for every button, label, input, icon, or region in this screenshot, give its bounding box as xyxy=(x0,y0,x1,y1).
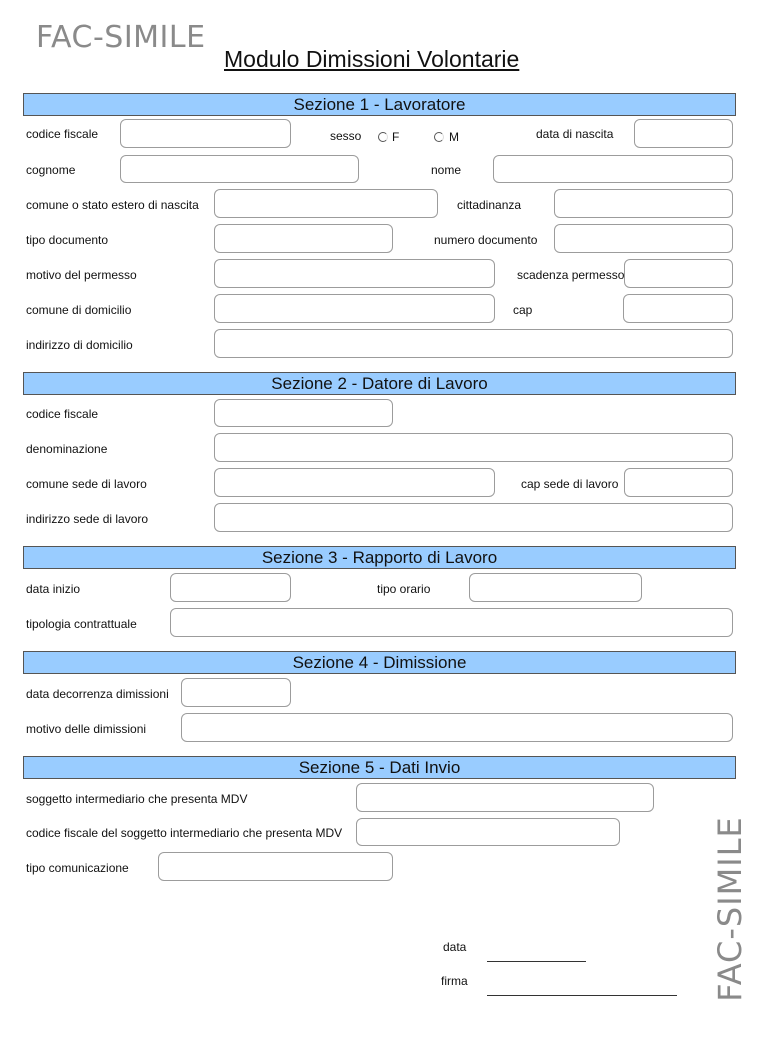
nome-field[interactable] xyxy=(493,155,733,183)
scadenza-permesso-field[interactable] xyxy=(624,259,733,288)
indirizzo-domicilio-field[interactable] xyxy=(214,329,733,358)
label-cap: cap xyxy=(513,303,533,317)
tipo-comunicazione-field[interactable] xyxy=(158,852,393,881)
label-firma: firma xyxy=(441,974,468,988)
label-denominazione: denominazione xyxy=(26,442,108,456)
label-scadenza-permesso: scadenza permesso xyxy=(517,268,625,282)
label-sesso-m: M xyxy=(449,130,459,144)
radio-sesso-m[interactable] xyxy=(434,132,444,142)
denominazione-field[interactable] xyxy=(214,433,733,462)
label-cittadinanza: cittadinanza xyxy=(457,198,522,212)
label-indirizzo-sede: indirizzo sede di lavoro xyxy=(26,512,149,526)
soggetto-intermediario-field[interactable] xyxy=(356,783,654,812)
section-header-invio: Sezione 5 - Dati Invio xyxy=(23,756,736,779)
section-header-dimissione: Sezione 4 - Dimissione xyxy=(23,651,736,674)
codice-fiscale-datore-field[interactable] xyxy=(214,399,393,427)
label-nome: nome xyxy=(431,163,462,177)
cognome-field[interactable] xyxy=(120,155,359,183)
comune-nascita-field[interactable] xyxy=(214,189,438,218)
label-tipo-documento: tipo documento xyxy=(26,233,109,247)
tipo-documento-field[interactable] xyxy=(214,224,393,253)
label-codice-fiscale-soggetto: codice fiscale del soggetto intermediario che presenta MDV xyxy=(26,826,343,840)
comune-domicilio-field[interactable] xyxy=(214,294,495,323)
label-comune-sede: comune sede di lavoro xyxy=(26,477,147,491)
label-comune-nascita: comune o stato estero di nascita xyxy=(26,198,199,212)
label-data-firma: data xyxy=(443,940,467,954)
watermark-top: FAC-SIMILE xyxy=(36,20,206,55)
firma-line[interactable] xyxy=(487,995,677,996)
motivo-dimissioni-field[interactable] xyxy=(181,713,733,742)
codice-fiscale-lavoratore-field[interactable] xyxy=(120,119,291,148)
label-numero-documento: numero documento xyxy=(434,233,538,247)
cap-sede-field[interactable] xyxy=(624,468,733,497)
label-tipologia-contrattuale: tipologia contrattuale xyxy=(26,617,137,631)
radio-sesso-f[interactable] xyxy=(378,132,388,142)
tipologia-contrattuale-field[interactable] xyxy=(170,608,733,637)
label-cognome: cognome xyxy=(26,163,76,177)
section-header-datore: Sezione 2 - Datore di Lavoro xyxy=(23,372,736,395)
data-line[interactable] xyxy=(487,961,586,962)
tipo-orario-field[interactable] xyxy=(469,573,642,602)
motivo-permesso-field[interactable] xyxy=(214,259,495,288)
label-data-inizio: data inizio xyxy=(26,582,81,596)
label-comune-domicilio: comune di domicilio xyxy=(26,303,132,317)
label-soggetto-intermediario: soggetto intermediario che presenta MDV xyxy=(26,792,248,806)
label-cap-sede: cap sede di lavoro xyxy=(521,477,619,491)
label-motivo-permesso: motivo del permesso xyxy=(26,268,137,282)
label-sesso-f: F xyxy=(392,130,400,144)
numero-documento-field[interactable] xyxy=(554,224,733,253)
label-tipo-comunicazione: tipo comunicazione xyxy=(26,861,129,875)
label-sesso: sesso xyxy=(330,129,362,143)
label-data-nascita: data di nascita xyxy=(536,127,614,141)
data-decorrenza-field[interactable] xyxy=(181,678,291,707)
indirizzo-sede-field[interactable] xyxy=(214,503,733,532)
label-tipo-orario: tipo orario xyxy=(377,582,431,596)
label-data-decorrenza: data decorrenza dimissioni xyxy=(26,687,169,701)
comune-sede-field[interactable] xyxy=(214,468,495,497)
section-header-lavoratore: Sezione 1 - Lavoratore xyxy=(23,93,736,116)
label-codice-fiscale-datore: codice fiscale xyxy=(26,407,99,421)
data-inizio-field[interactable] xyxy=(170,573,291,602)
watermark-side: FAC-SIMILE xyxy=(711,816,749,1002)
cap-field[interactable] xyxy=(623,294,733,323)
label-indirizzo-domicilio: indirizzo di domicilio xyxy=(26,338,133,352)
cittadinanza-field[interactable] xyxy=(554,189,733,218)
codice-fiscale-soggetto-field[interactable] xyxy=(356,818,620,846)
data-nascita-field[interactable] xyxy=(634,119,733,148)
label-motivo-dimissioni: motivo delle dimissioni xyxy=(26,722,147,736)
form-title: Modulo Dimissioni Volontarie xyxy=(224,46,520,72)
section-header-rapporto: Sezione 3 - Rapporto di Lavoro xyxy=(23,546,736,569)
label-codice-fiscale-lavoratore: codice fiscale xyxy=(26,127,99,141)
